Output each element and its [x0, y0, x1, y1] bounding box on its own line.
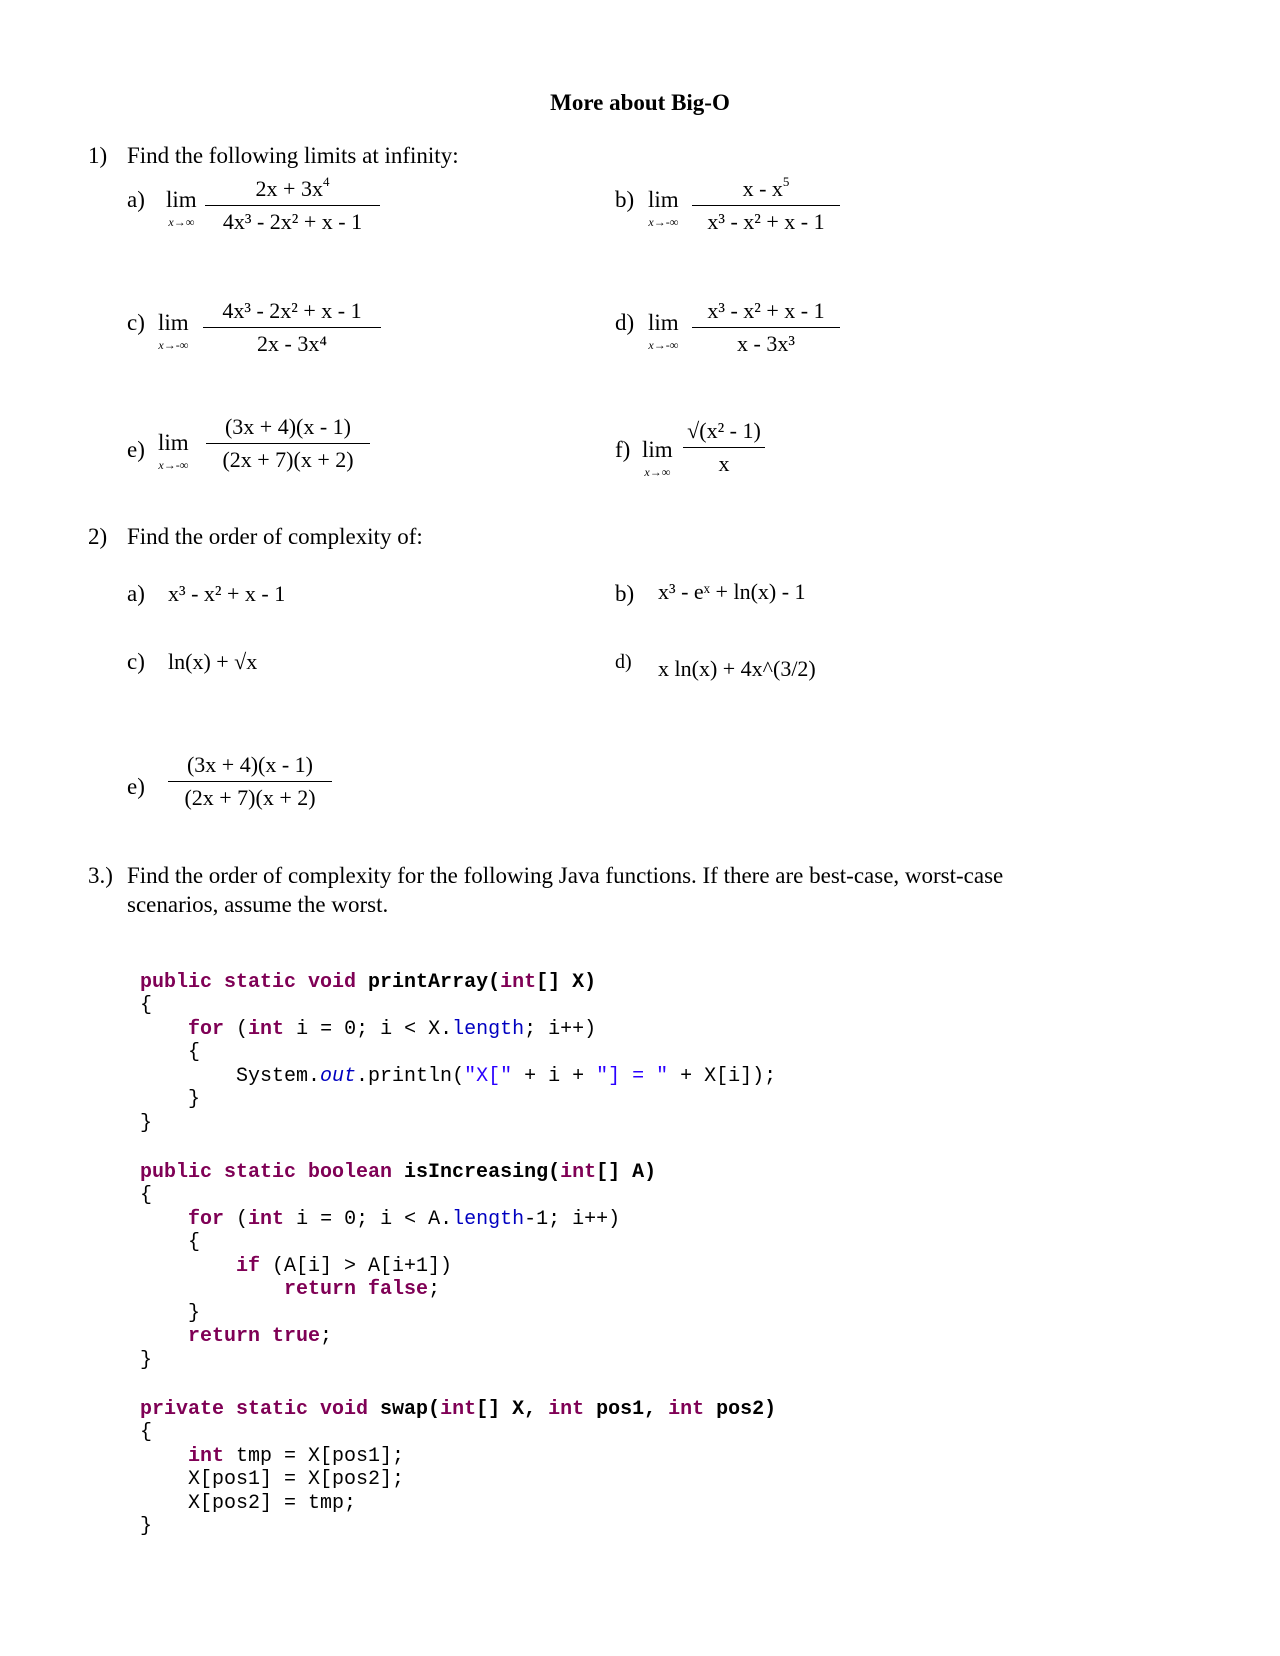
- denominator: x: [718, 451, 730, 476]
- limit-operator: [158, 430, 189, 473]
- code-line: return false;: [284, 1278, 441, 1301]
- item-label: c): [127, 310, 145, 335]
- code-line: {: [140, 1421, 153, 1444]
- fraction-1b: [692, 176, 840, 235]
- code-line: X[pos2] = tmp;: [140, 1491, 357, 1515]
- code-line: }: [140, 1348, 153, 1372]
- code-line: System.out.println("X[" + i + "] = " + X[i]);: [140, 1064, 777, 1088]
- item-label: e): [127, 437, 145, 462]
- lim-subscript: x→∞: [168, 215, 195, 229]
- lim-text: lim: [158, 430, 189, 455]
- lim-subscript: x→∞: [644, 465, 671, 479]
- expression: x³ - eˣ + ln(x) - 1: [658, 579, 806, 604]
- expression: ln(x) + √x: [168, 649, 258, 674]
- lim-subscript: x→-∞: [158, 338, 189, 352]
- fraction-1d: [692, 298, 840, 357]
- numerator: x - $x^5$: [692, 176, 840, 206]
- code-line: {: [140, 994, 153, 1017]
- denominator: x - 3x³: [737, 331, 795, 356]
- lim-subscript: x→-∞: [648, 215, 679, 229]
- fraction-1e: [206, 414, 370, 473]
- code-line: }: [140, 1515, 153, 1538]
- numerator: √(x² - 1): [683, 418, 765, 448]
- code-line: {: [140, 1184, 153, 1207]
- denominator: (2x + 7)(x + 2): [222, 447, 354, 472]
- code-line: private static void swap(int[] X, int pos1, int pos2): [140, 1397, 777, 1421]
- limit-operator: [648, 310, 679, 353]
- lim-text: lim: [648, 187, 679, 212]
- question-number: 3.): [88, 863, 113, 888]
- numerator: (3x + 4)(x - 1): [206, 414, 370, 444]
- question-text: Find the order of complexity for the following Java functions. If there are best-case, worst-case: [127, 863, 1004, 888]
- code-line: X[pos1] = X[pos2];: [140, 1468, 405, 1491]
- code-line: }: [140, 1088, 201, 1111]
- lim-text: lim: [158, 310, 189, 335]
- code-block-swap: [140, 1374, 776, 1539]
- lim-text: lim: [166, 187, 197, 212]
- item-label: c): [127, 649, 145, 674]
- code-line: }: [140, 1301, 201, 1325]
- item-label: d): [615, 310, 635, 335]
- question-text: Find the following limits at infinity:: [127, 143, 459, 168]
- item-label: a): [127, 187, 145, 212]
- limit-operator: [642, 437, 673, 480]
- item-label: f): [615, 437, 631, 462]
- code-block-printArray: [140, 947, 776, 1135]
- question-text: Find the order of complexity of:: [127, 524, 423, 549]
- code-block-isIncreasing: [140, 1137, 656, 1372]
- lim-text: lim: [648, 310, 679, 335]
- denominator: 2x - 3x⁴: [257, 331, 327, 356]
- fraction-1f: [683, 418, 765, 477]
- limit-operator: [648, 187, 679, 230]
- fraction-1c: [203, 298, 381, 357]
- code-line: int tmp = X[pos1];: [188, 1444, 405, 1468]
- item-label: b): [615, 581, 635, 606]
- numerator: (3x + 4)(x - 1): [168, 752, 332, 782]
- expression: x³ - x² + x - 1: [168, 581, 286, 606]
- limit-operator: [166, 187, 197, 230]
- denominator: (2x + 7)(x + 2): [184, 785, 316, 810]
- item-label: e): [127, 774, 145, 799]
- numerator: $2x + 3x^4$: [205, 176, 380, 206]
- code-line: }: [140, 1111, 153, 1135]
- lim-subscript: x→-∞: [648, 338, 679, 352]
- denominator: x³ - x² + x - 1: [707, 209, 825, 234]
- question-3-heading-cont: scenarios, assume the worst.: [127, 892, 389, 917]
- numerator: 4x³ - 2x² + x - 1: [203, 298, 381, 328]
- item-label: a): [127, 581, 145, 606]
- code-line: for (int i = 0; i < X.length; i++): [188, 1017, 597, 1041]
- code-line: {: [140, 1041, 201, 1064]
- item-label: d): [615, 651, 632, 673]
- question-number: 2): [88, 524, 108, 549]
- numerator: x³ - x² + x - 1: [692, 298, 840, 328]
- fraction-2e: [168, 752, 332, 811]
- limit-operator: [158, 310, 189, 353]
- expression: x ln(x) + 4x^(3/2): [658, 656, 816, 681]
- fraction-1a: [205, 176, 380, 235]
- question-number: 1): [88, 143, 108, 168]
- lim-subscript: x→-∞: [158, 458, 189, 472]
- lim-text: lim: [642, 437, 673, 462]
- item-label: b): [615, 187, 635, 212]
- code-line: public static void printArray(int[] X): [140, 970, 597, 994]
- code-line: public static boolean isIncreasing(int[] A): [140, 1160, 657, 1184]
- page-title: More about Big-O: [550, 90, 730, 115]
- code-line: return true;: [188, 1325, 333, 1348]
- code-line: for (int i = 0; i < A.length-1; i++): [188, 1207, 621, 1231]
- code-line: if (A[i] > A[i+1]): [236, 1254, 453, 1278]
- denominator: 4x³ - 2x² + x - 1: [222, 209, 363, 234]
- code-line: {: [140, 1231, 201, 1254]
